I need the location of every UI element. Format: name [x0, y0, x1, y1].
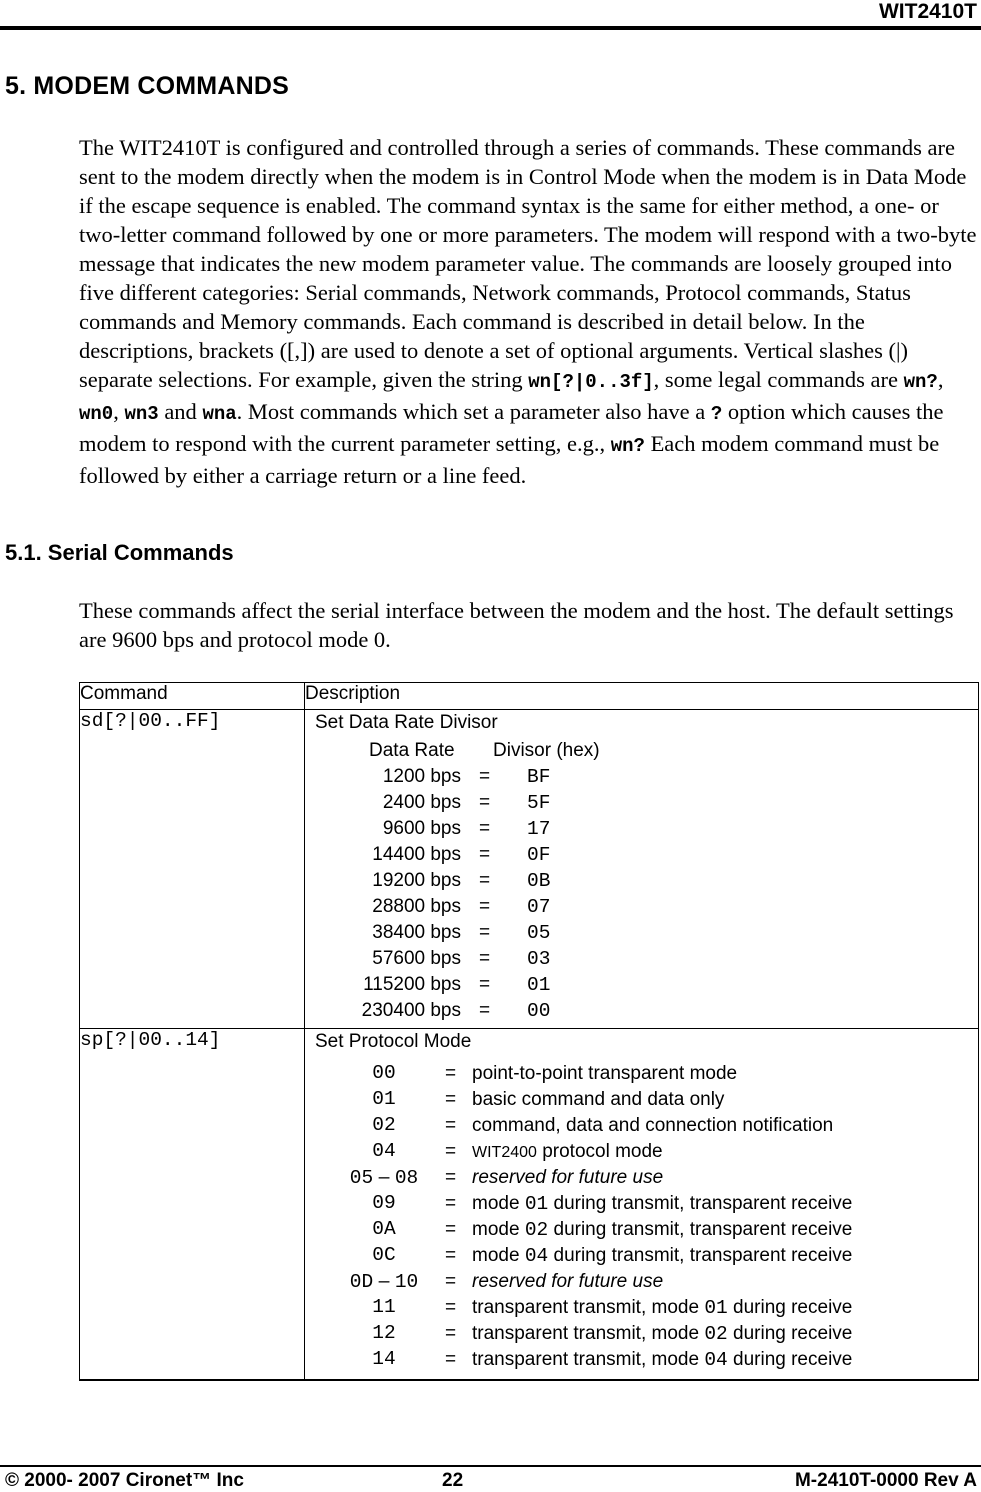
equals-sign: = — [445, 1141, 457, 1162]
divisor-value: 00 — [527, 1000, 551, 1022]
protocol-code: 00 — [372, 1062, 396, 1084]
data-rate-value: 28800 bps — [372, 896, 461, 917]
protocol-mode-row — [305, 1087, 978, 1113]
footer-page-number: 22 — [442, 1470, 464, 1491]
data-rate-value: 14400 bps — [372, 844, 461, 865]
protocol-code: 02 — [372, 1114, 396, 1136]
subsection-heading: 5.1. Serial Commands — [5, 540, 234, 565]
protocol-description: mode 04 during transmit, transparent receive — [472, 1245, 853, 1267]
sd-title: Set Data Rate Divisor — [315, 712, 498, 733]
protocol-mode-row — [305, 1243, 978, 1269]
inline-code: wn[?|0..3f] — [528, 371, 654, 393]
rate-table-header — [305, 738, 978, 764]
protocol-code: 0D – 10 — [349, 1270, 419, 1293]
protocol-code: 01 — [372, 1088, 396, 1110]
rate-row — [305, 842, 978, 868]
protocol-code: 0C — [372, 1244, 396, 1266]
sp-title: Set Protocol Mode — [315, 1031, 472, 1052]
protocol-description: command, data and connection notification — [472, 1115, 834, 1136]
protocol-mode-row — [305, 1295, 978, 1321]
equals-sign: = — [479, 948, 491, 969]
serial-commands-table — [79, 682, 979, 1381]
equals-sign: = — [445, 1089, 457, 1110]
inline-code: wn0 — [79, 403, 114, 425]
protocol-code: 09 — [372, 1192, 396, 1214]
rate-row — [305, 894, 978, 920]
divisor-value: 17 — [527, 818, 551, 840]
table-header-row — [80, 683, 979, 710]
equals-sign: = — [445, 1349, 457, 1370]
inline-code: ? — [710, 403, 723, 425]
equals-sign: = — [479, 896, 491, 917]
protocol-description: basic command and data only — [472, 1089, 725, 1110]
equals-sign: = — [479, 1000, 491, 1021]
equals-sign: = — [479, 870, 491, 891]
serial-commands-paragraph: These commands affect the serial interface between the modem and the host. The default settings are 9600 bps and protocol mode 0. — [79, 598, 954, 652]
protocol-code: 14 — [372, 1348, 396, 1370]
divisor-value: 07 — [527, 896, 551, 918]
command-sp: sp[?|00..14] — [80, 1029, 305, 1381]
protocol-mode-row — [305, 1269, 978, 1295]
footer-copyright: © 2000- 2007 Cironet™ Inc — [5, 1470, 244, 1491]
protocol-mode-row — [305, 1217, 978, 1243]
protocol-mode-row — [305, 1321, 978, 1347]
equals-sign: = — [479, 844, 491, 865]
column-header-command: Command — [80, 683, 305, 710]
data-rate-value: 9600 bps — [382, 818, 461, 839]
intro-paragraph: The WIT2410T is configured and controlled through a series of commands. These commands are sent to the modem directly when the modem is in Control Mode when the modem is in Data Mode if the escape sequence is enabled. The command syntax is the same for either method, a one- or two-letter command followed by one or more parameters. The modem will respond with a two-byte message that indicates the new modem parameter value. The commands are loosely grouped into five different categories: Serial commands, Network commands, Protocol commands, Status commands and Memory commands. Each command is described in detail below. In the descriptions, brackets ([,]) are used to denote a set of optional arguments. Vertical slashes (|) separate selections. For example, given the string wn[?|0..3f], some legal commands are wn?, wn0, wn3 and wna. Most commands which set a parameter also have a ? option which causes the modem to respond with the current parameter setting, e.g., wn? Each modem command must be followed by either a carriage return or a line feed. — [79, 135, 977, 488]
protocol-mode-row — [305, 1139, 978, 1165]
protocol-description: WIT2400 protocol mode — [472, 1141, 663, 1162]
protocol-code: 0A — [372, 1218, 396, 1240]
footer-rule — [0, 1465, 981, 1467]
protocol-description: mode 01 during transmit, transparent receive — [472, 1193, 853, 1215]
protocol-description: reserved for future use — [472, 1271, 664, 1292]
column-header-description: Description — [305, 683, 979, 710]
protocol-description: mode 02 during transmit, transparent receive — [472, 1219, 853, 1241]
command-sd: sd[?|00..FF] — [80, 710, 305, 1029]
divisor-value: 03 — [527, 948, 551, 970]
inline-code: wn? — [610, 435, 645, 457]
protocol-description: transparent transmit, mode 04 during receive — [472, 1349, 853, 1371]
protocol-code: 04 — [372, 1140, 396, 1162]
divisor-value: 5F — [527, 792, 551, 814]
equals-sign: = — [445, 1297, 457, 1318]
protocol-mode-row — [305, 1347, 978, 1373]
data-rate-value: 230400 bps — [361, 1000, 461, 1021]
equals-sign: = — [445, 1245, 457, 1266]
rate-row — [305, 998, 978, 1024]
equals-sign: = — [445, 1115, 457, 1136]
rate-row — [305, 816, 978, 842]
divisor-value: 0F — [527, 844, 551, 866]
rate-row — [305, 764, 978, 790]
protocol-mode-row — [305, 1061, 978, 1087]
protocol-code: 05 – 08 — [349, 1166, 419, 1189]
divisor-value: 05 — [527, 922, 551, 944]
table-row — [80, 1029, 979, 1381]
data-rate-value: 57600 bps — [372, 948, 461, 969]
header-rule — [0, 26, 981, 30]
rate-row — [305, 920, 978, 946]
protocol-mode-row — [305, 1191, 978, 1217]
inline-code: wna — [202, 403, 237, 425]
equals-sign: = — [445, 1167, 457, 1188]
data-rate-value: 19200 bps — [372, 870, 461, 891]
inline-code: wn? — [903, 371, 938, 393]
rate-row — [305, 790, 978, 816]
protocol-description: transparent transmit, mode 01 during receive — [472, 1297, 853, 1319]
equals-sign: = — [479, 766, 491, 787]
protocol-code: 12 — [372, 1322, 396, 1344]
footer-document-number: M-2410T-0000 Rev A — [794, 1470, 977, 1491]
equals-sign: = — [445, 1323, 457, 1344]
equals-sign: = — [445, 1271, 457, 1292]
document-header-title: WIT2410T — [878, 0, 977, 23]
divisor-value: 0B — [527, 870, 551, 892]
equals-sign: = — [445, 1219, 457, 1240]
protocol-code: 11 — [372, 1296, 396, 1318]
section-heading: 5. MODEM COMMANDS — [5, 72, 289, 100]
data-rate-value: 115200 bps — [363, 974, 461, 995]
equals-sign: = — [479, 818, 491, 839]
data-rate-value: 2400 bps — [382, 792, 461, 813]
protocol-mode-row — [305, 1113, 978, 1139]
rate-row — [305, 868, 978, 894]
description-sp — [305, 1029, 979, 1381]
protocol-description: reserved for future use — [472, 1167, 664, 1188]
equals-sign: = — [445, 1193, 457, 1214]
protocol-mode-row — [305, 1165, 978, 1191]
data-rate-header: Data Rate — [369, 740, 455, 761]
rate-row — [305, 946, 978, 972]
equals-sign: = — [479, 974, 491, 995]
data-rate-value: 1200 bps — [382, 766, 461, 787]
divisor-header: Divisor (hex) — [493, 740, 600, 761]
protocol-description: point-to-point transparent mode — [472, 1063, 738, 1084]
inline-code: wn3 — [124, 403, 159, 425]
rate-row — [305, 972, 978, 998]
equals-sign: = — [445, 1063, 457, 1084]
equals-sign: = — [479, 922, 491, 943]
description-sd — [305, 710, 979, 1029]
data-rate-value: 38400 bps — [372, 922, 461, 943]
table-row — [80, 710, 979, 1029]
divisor-value: BF — [527, 766, 551, 788]
divisor-value: 01 — [527, 974, 551, 996]
equals-sign: = — [479, 792, 491, 813]
protocol-description: transparent transmit, mode 02 during receive — [472, 1323, 853, 1345]
